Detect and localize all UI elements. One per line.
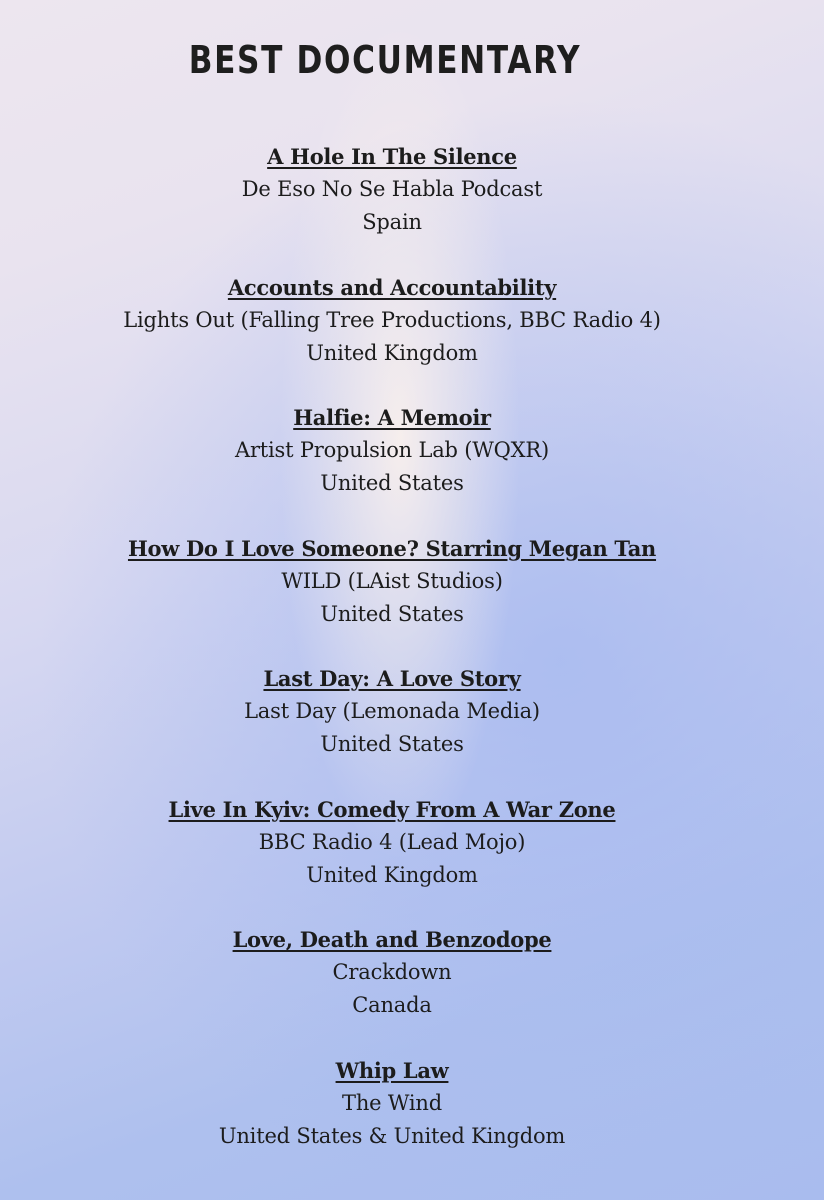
nominee-title: How Do I Love Someone? Starring Megan Tan: [127, 535, 657, 561]
nominee-producer: Last Day (Lemonada Media): [244, 699, 540, 723]
nominee-country: United States: [320, 732, 464, 756]
nominee-producer: BBC Radio 4 (Lead Mojo): [258, 829, 526, 854]
nominee-country: Canada: [352, 993, 432, 1017]
nominee-entry: [0, 140, 784, 271]
nominee-producer: Artist Propulsion Lab (WQXR): [234, 438, 549, 462]
nominee-country: United States: [320, 601, 464, 626]
page-title: BEST DOCUMENTARY: [188, 38, 582, 82]
nominee-list: [0, 140, 784, 1184]
nominee-country: United States & United Kingdom: [218, 1123, 566, 1148]
nominee-entry: [0, 1054, 784, 1185]
nominee-entry: [0, 401, 784, 532]
nominee-title: Whip Law: [335, 1057, 449, 1083]
nominee-entry: [0, 662, 784, 793]
nominee-entry: [0, 271, 784, 402]
nominee-country: United Kingdom: [306, 340, 478, 365]
nominee-producer: WILD (LAist Studios): [281, 568, 503, 593]
nominee-title: Love, Death and Benzodope: [232, 927, 552, 952]
nominee-producer: De Eso No Se Habla Podcast: [241, 177, 543, 201]
nominee-title: Live In Kyiv: Comedy From A War Zone: [168, 796, 616, 822]
nominee-title: Halfie: A Memoir: [293, 405, 491, 430]
nominee-title: A Hole In The Silence: [267, 144, 517, 169]
nominee-entry: [0, 532, 784, 663]
nominee-title: Accounts and Accountability: [227, 274, 557, 300]
nominee-country: Spain: [362, 210, 422, 234]
nominee-producer: Lights Out (Falling Tree Productions, BBC Radio 4): [123, 307, 661, 332]
nominee-producer: The Wind: [342, 1090, 442, 1115]
nominee-country: United States: [320, 471, 464, 495]
nominee-title: Last Day: A Love Story: [263, 666, 521, 691]
nominee-producer: Crackdown: [332, 960, 452, 984]
nominee-country: United Kingdom: [306, 862, 478, 887]
nominee-entry: [0, 923, 784, 1054]
nominee-entry: [0, 793, 784, 924]
